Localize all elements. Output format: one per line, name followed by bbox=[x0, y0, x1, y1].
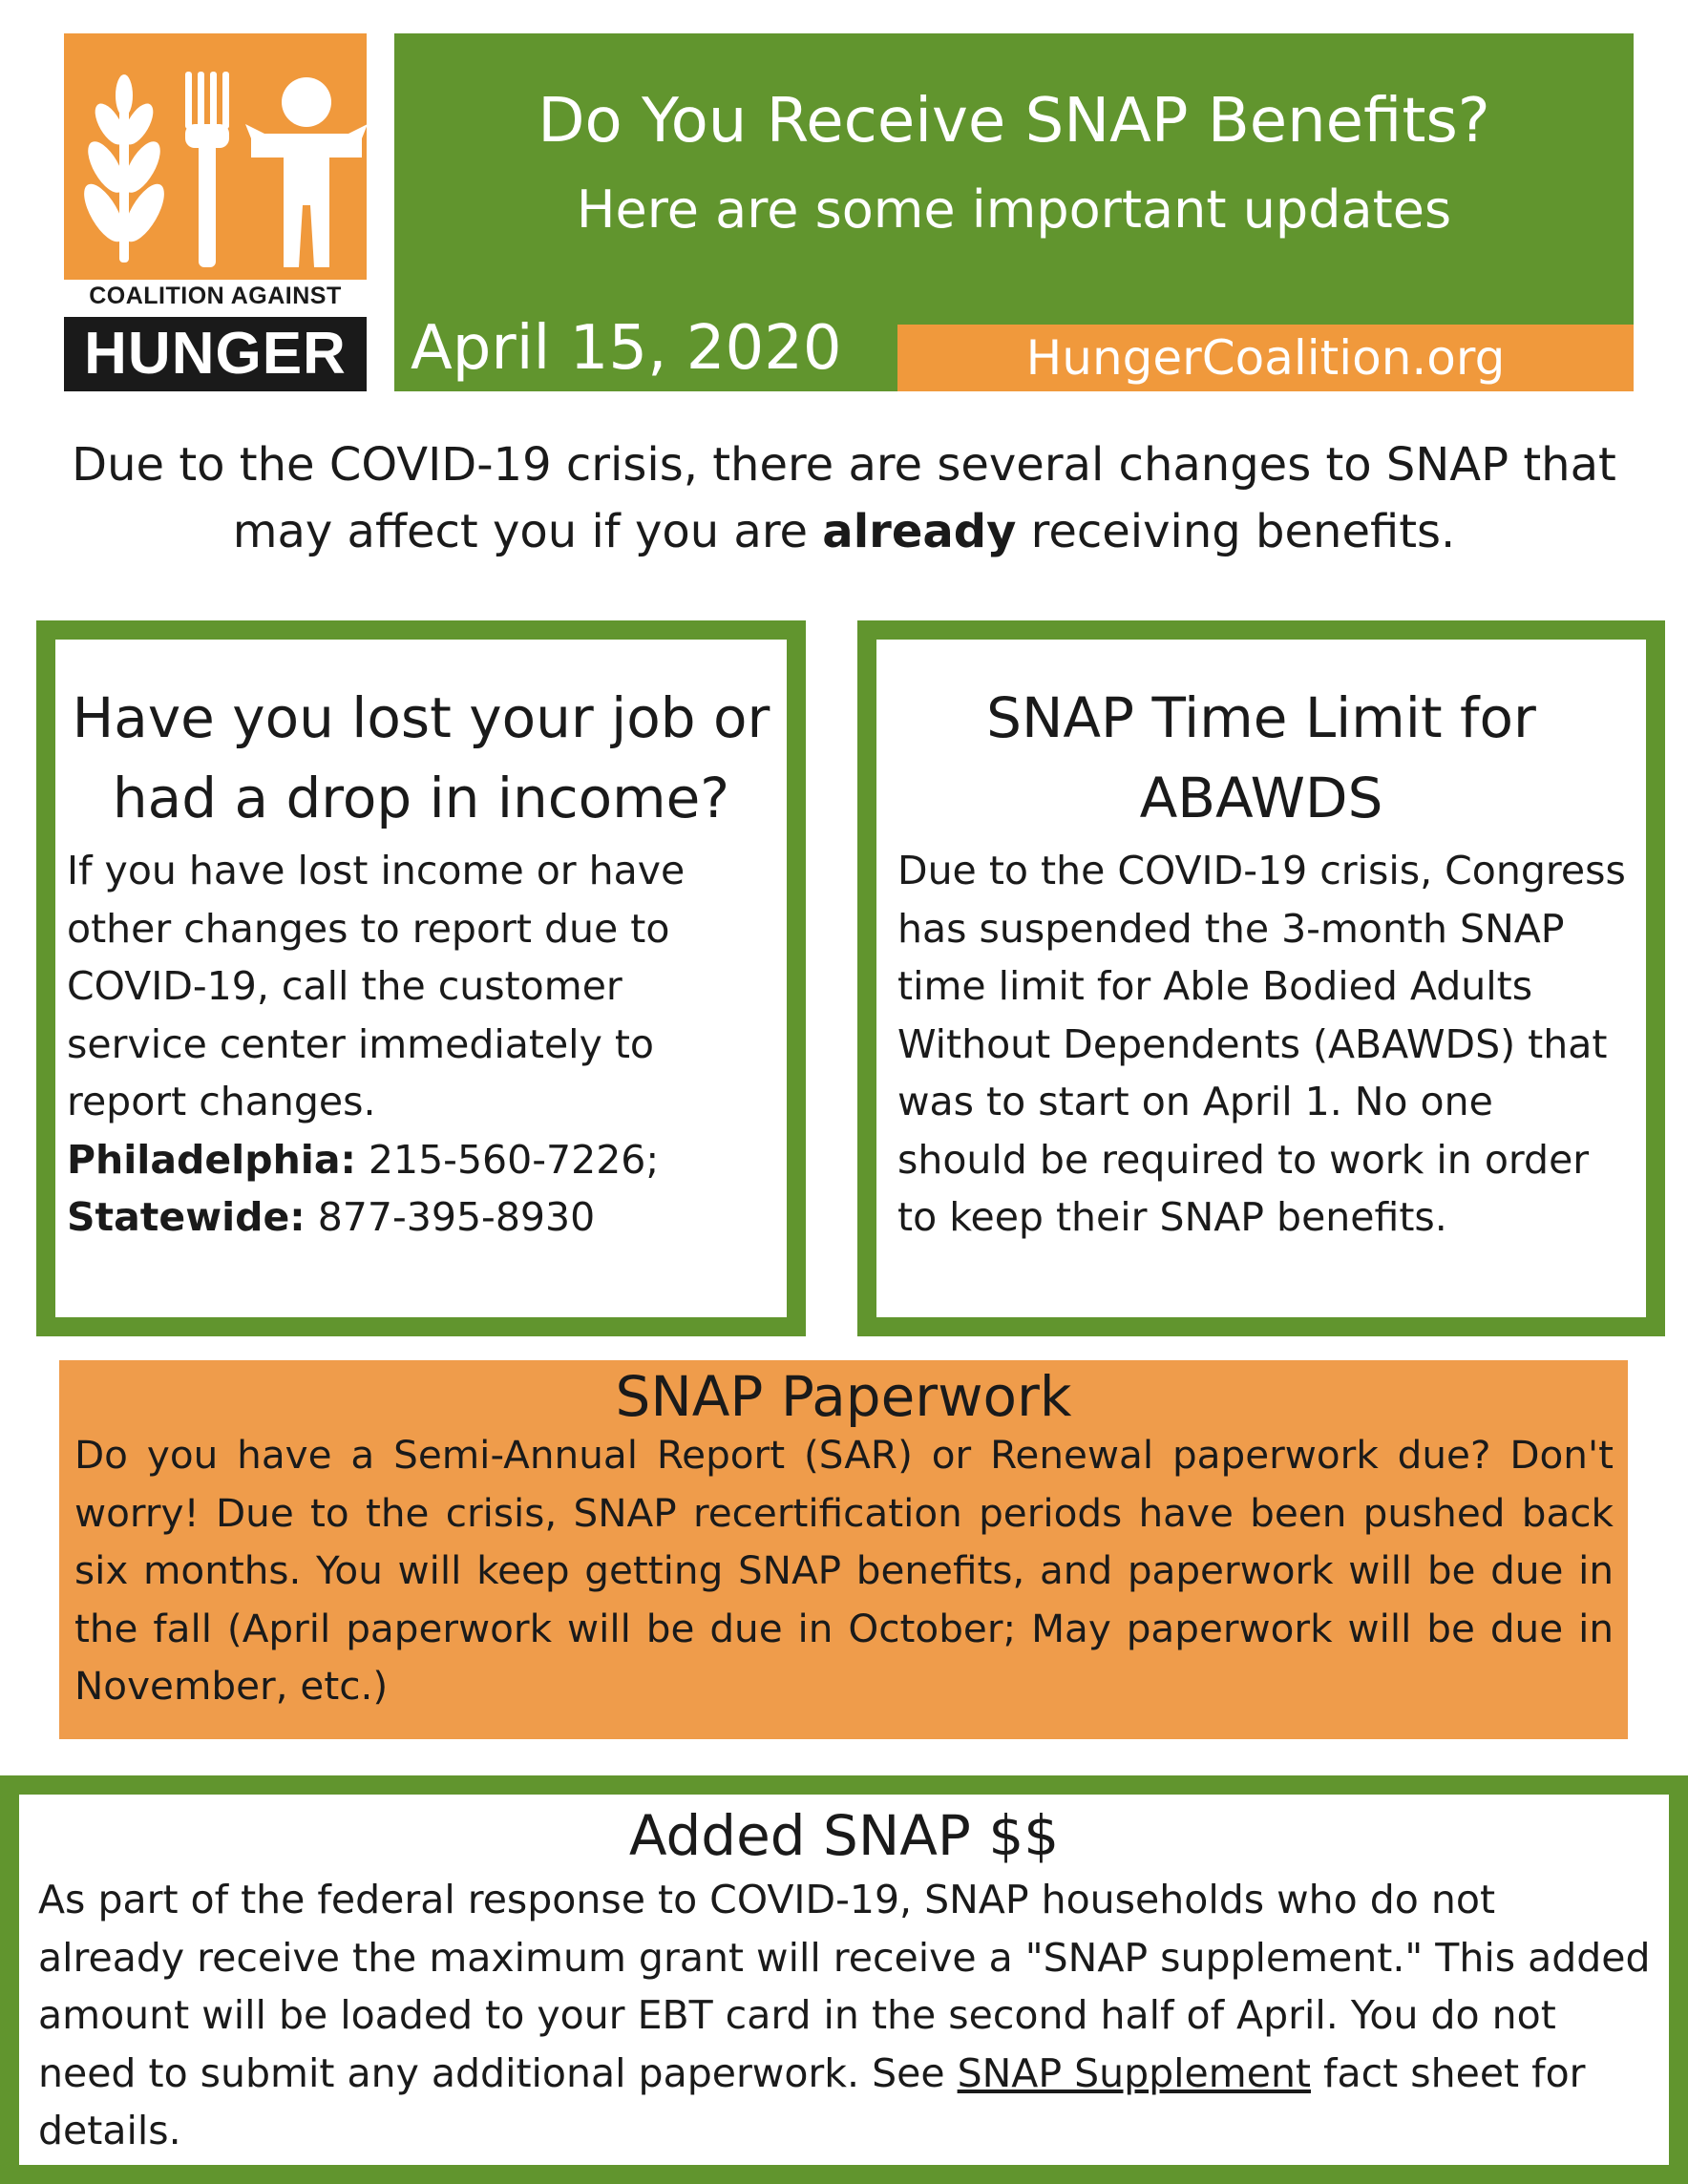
lost-job-box bbox=[36, 620, 806, 1336]
snap-supplement-link[interactable]: SNAP Supplement bbox=[957, 2049, 1312, 2096]
phone-statewide-number: 877-395-8930 bbox=[305, 1194, 596, 1240]
logo-org-name-line2: HUNGER bbox=[64, 317, 367, 391]
lost-job-title-line1: Have you lost your job or bbox=[72, 685, 770, 750]
paperwork-body: Do you have a Semi-Annual Report (SAR) or Renewal paperwork due? Don't worry! Due to the crisis, SNAP recertification periods have been pushed back six months. You will keep getting SNAP benefits, and paperwork will be due in the fall (April paperwork will be due in October; May paperwork will be due in November, etc.) bbox=[74, 1432, 1614, 1709]
time-limit-title-line1: SNAP Time Limit for bbox=[986, 685, 1536, 750]
added-snap-body bbox=[38, 1871, 1652, 2160]
phone-statewide-label: Statewide: bbox=[67, 1194, 306, 1240]
page-subtitle: Here are some important updates bbox=[576, 179, 1452, 240]
intro-emphasis: already bbox=[822, 505, 1017, 558]
intro-text-1: Due to the COVID-19 crisis, there are several changes to SNAP that may affect you if you are bbox=[72, 438, 1616, 558]
lost-job-text: If you have lost income or have other changes to report due to COVID-19, call the customer service center immediately to report changes. bbox=[67, 848, 686, 1124]
page-title: Do You Receive SNAP Benefits? bbox=[538, 86, 1490, 157]
time-limit-title-line2: ABAWDS bbox=[1139, 766, 1383, 830]
phone-philadelphia bbox=[67, 1131, 773, 1189]
intro-text-2: receiving benefits. bbox=[1016, 505, 1456, 558]
lost-job-title-line2: had a drop in income? bbox=[112, 766, 730, 830]
phone-statewide bbox=[67, 1188, 773, 1247]
added-snap-text-2: fact sheet for details. bbox=[38, 2049, 1586, 2153]
wheat-fork-person-icon bbox=[64, 33, 367, 280]
logo-graphic bbox=[64, 33, 367, 280]
website-link[interactable]: HungerCoalition.org bbox=[897, 325, 1634, 391]
paperwork-title: SNAP Paperwork bbox=[615, 1364, 1072, 1429]
lost-job-body bbox=[67, 842, 773, 1247]
phone-philadelphia-number: 215-560-7226; bbox=[355, 1136, 660, 1183]
phone-philadelphia-label: Philadelphia: bbox=[67, 1136, 356, 1183]
time-limit-body: Due to the COVID-19 crisis, Congress has suspended the 3-month SNAP time limit for Able Bodied Adults Without Dependents (ABAWDS) that was to start on April 1. No one should be required to work in order to keep their SNAP benefits. bbox=[897, 848, 1626, 1240]
publication-date: April 15, 2020 bbox=[411, 313, 842, 384]
logo-org-name-line1: COALITION AGAINST bbox=[89, 283, 342, 309]
added-snap-title: Added SNAP $$ bbox=[628, 1803, 1060, 1868]
time-limit-box bbox=[857, 620, 1665, 1336]
added-snap-text-1: As part of the federal response to COVID-19, SNAP households who do not already receive the maximum grant will receive a "SNAP supplement." This added amount will be loaded to your EBT card in the second half of April. You do not need to submit any additional paperwork. See bbox=[38, 1877, 1651, 2096]
intro-paragraph bbox=[38, 431, 1650, 565]
